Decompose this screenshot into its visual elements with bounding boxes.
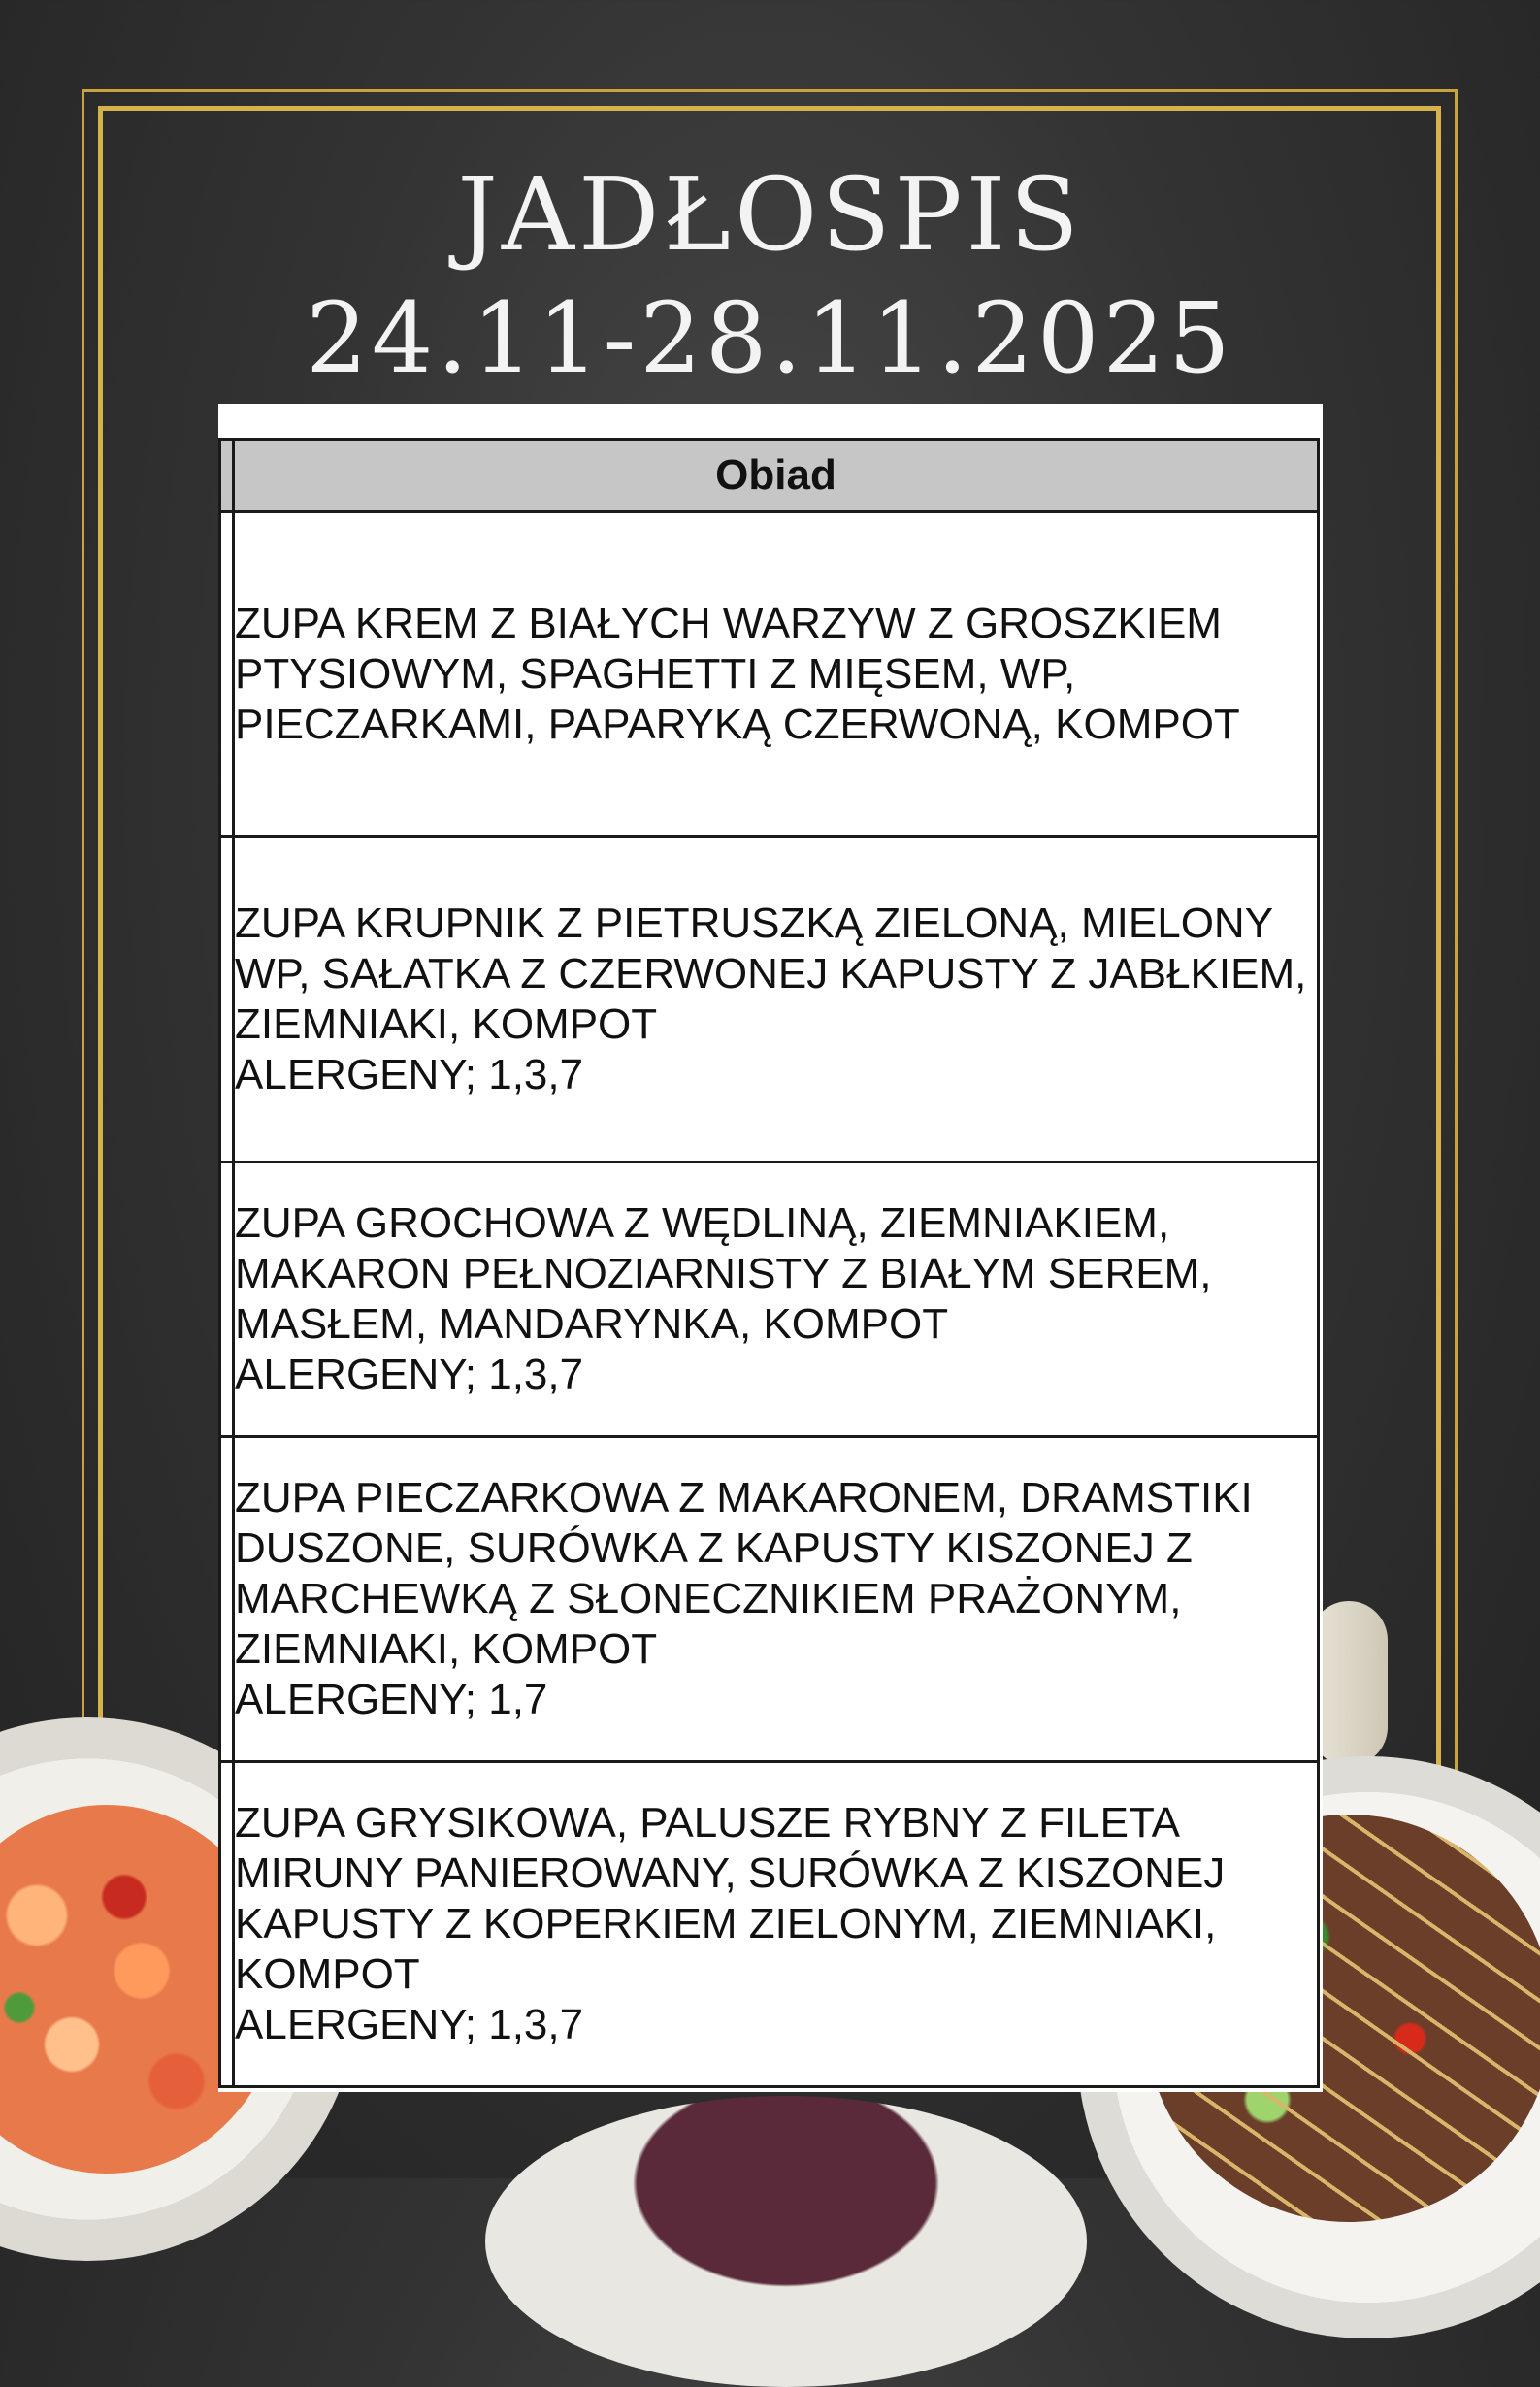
allergens-text: ALERGENY; 1,7 — [235, 1676, 548, 1723]
menu-date-range: 24.11-28.11.2025 — [306, 281, 1234, 395]
dish-text: ZUPA KREM Z BIAŁYCH WARZYW Z GROSZKIEM PTYSIOWYM, SPAGHETTI Z MIĘSEM, WP, PIECZARKAMI, PAPARYKĄ CZERWONĄ, KOMPOT — [235, 600, 1240, 748]
dish-text: ZUPA KRUPNIK Z PIETRUSZKĄ ZIELONĄ, MIELONY WP, SAŁATKA Z CZERWONEJ KAPUSTY Z JABŁKIEM, ZIEMNIAKI, KOMPOT — [235, 899, 1307, 1048]
table-row — [220, 1162, 1319, 1437]
menu-sheet — [218, 404, 1323, 2092]
table-row — [220, 837, 1319, 1162]
column-header-obiad: Obiad — [234, 440, 1319, 512]
table-row — [220, 1437, 1319, 1762]
dish-text: ZUPA GROCHOWA Z WĘDLINĄ, ZIEMNIAKIEM, MAKARON PEŁNOZIARNISTY Z BIAŁYM SEREM, MASŁEM, MANDARYNKA, KOMPOT — [235, 1199, 1212, 1348]
dish-text: ZUPA PIECZARKOWA Z MAKARONEM, DRAMSTIKI DUSZONE, SURÓWKA Z KAPUSTY KISZONEJ Z MARCHEWKĄ Z SŁONECZNIKIEM PRAŻONYM, ZIEMNIAKI, KOMPOT — [235, 1474, 1253, 1673]
meat-dish-image — [485, 2096, 1087, 2387]
table-row — [220, 512, 1319, 837]
allergens-text: ALERGENY; 1,3,7 — [235, 1351, 584, 1398]
allergens-text: ALERGENY; 1,3,7 — [235, 1051, 584, 1098]
table-row — [220, 1762, 1319, 2087]
menu-table — [218, 438, 1320, 2088]
dish-text: ZUPA GRYSIKOWA, PALUSZE RYBNY Z FILETA MIRUNY PANIEROWANY, SURÓWKA Z KISZONEJ KAPUSTY Z KOPERKIEM ZIELONYM, ZIEMNIAKI, KOMPOT — [235, 1799, 1226, 1998]
allergens-text: ALERGENY; 1,3,7 — [235, 2001, 584, 2048]
menu-title: JADŁOSPIS — [457, 155, 1083, 274]
